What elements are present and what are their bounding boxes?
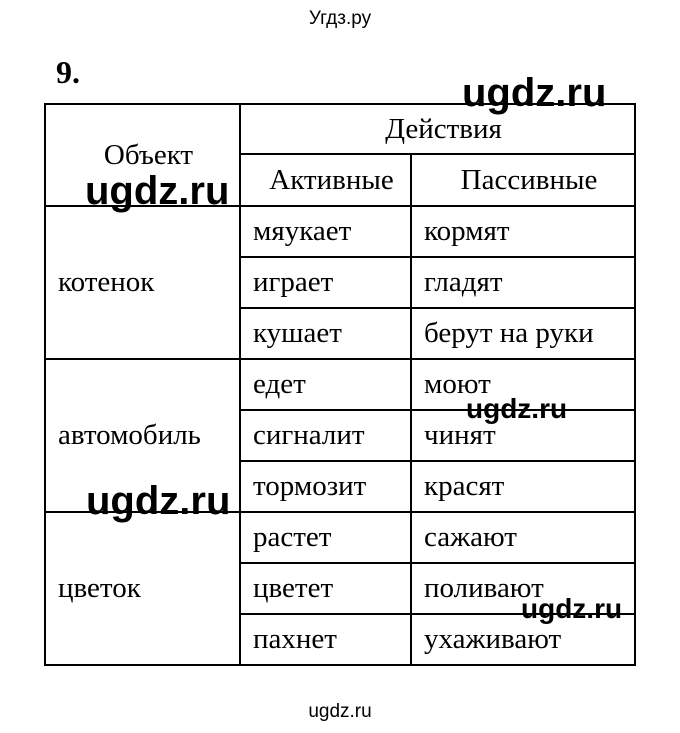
passive-cell: чинят xyxy=(411,410,635,461)
passive-cell: гладят xyxy=(411,257,635,308)
passive-cell: ухаживают xyxy=(411,614,635,665)
actions-table xyxy=(44,103,636,666)
watermark: ugdz.ru xyxy=(86,479,231,523)
active-cell: едет xyxy=(240,359,411,410)
active-cell: тормозит xyxy=(240,461,411,512)
active-cell: растет xyxy=(240,512,411,563)
passive-cell: кормят xyxy=(411,206,635,257)
object-cell: автомобиль xyxy=(45,359,240,512)
table-row xyxy=(45,512,635,563)
active-cell: пахнет xyxy=(240,614,411,665)
header-actions: Действия xyxy=(240,104,635,154)
header-passive: Пассивные xyxy=(411,154,635,206)
active-cell: сигналит xyxy=(240,410,411,461)
table-row xyxy=(45,359,635,410)
passive-cell: поливают xyxy=(411,563,635,614)
site-footer: ugdz.ru xyxy=(308,701,372,722)
active-cell: играет xyxy=(240,257,411,308)
active-cell: мяукает xyxy=(240,206,411,257)
header-object: Объект xyxy=(45,104,240,206)
site-header: Угдз.ру xyxy=(308,8,372,29)
watermark: ugdz.ru xyxy=(466,393,568,424)
table-row xyxy=(45,206,635,257)
passive-cell: берут на руки xyxy=(411,308,635,359)
object-cell: цветок xyxy=(45,512,240,665)
object-cell: котенок xyxy=(45,206,240,359)
active-cell: кушает xyxy=(240,308,411,359)
active-cell: цветет xyxy=(240,563,411,614)
header-active: Активные xyxy=(240,154,411,206)
table-header-row xyxy=(45,104,635,154)
watermark: ugdz.ru xyxy=(462,71,607,115)
passive-cell: моют xyxy=(411,359,635,410)
watermark: ugdz.ru xyxy=(521,593,623,624)
task-number: 9. xyxy=(56,54,80,90)
watermark: ugdz.ru xyxy=(85,169,230,213)
passive-cell: сажают xyxy=(411,512,635,563)
passive-cell: красят xyxy=(411,461,635,512)
